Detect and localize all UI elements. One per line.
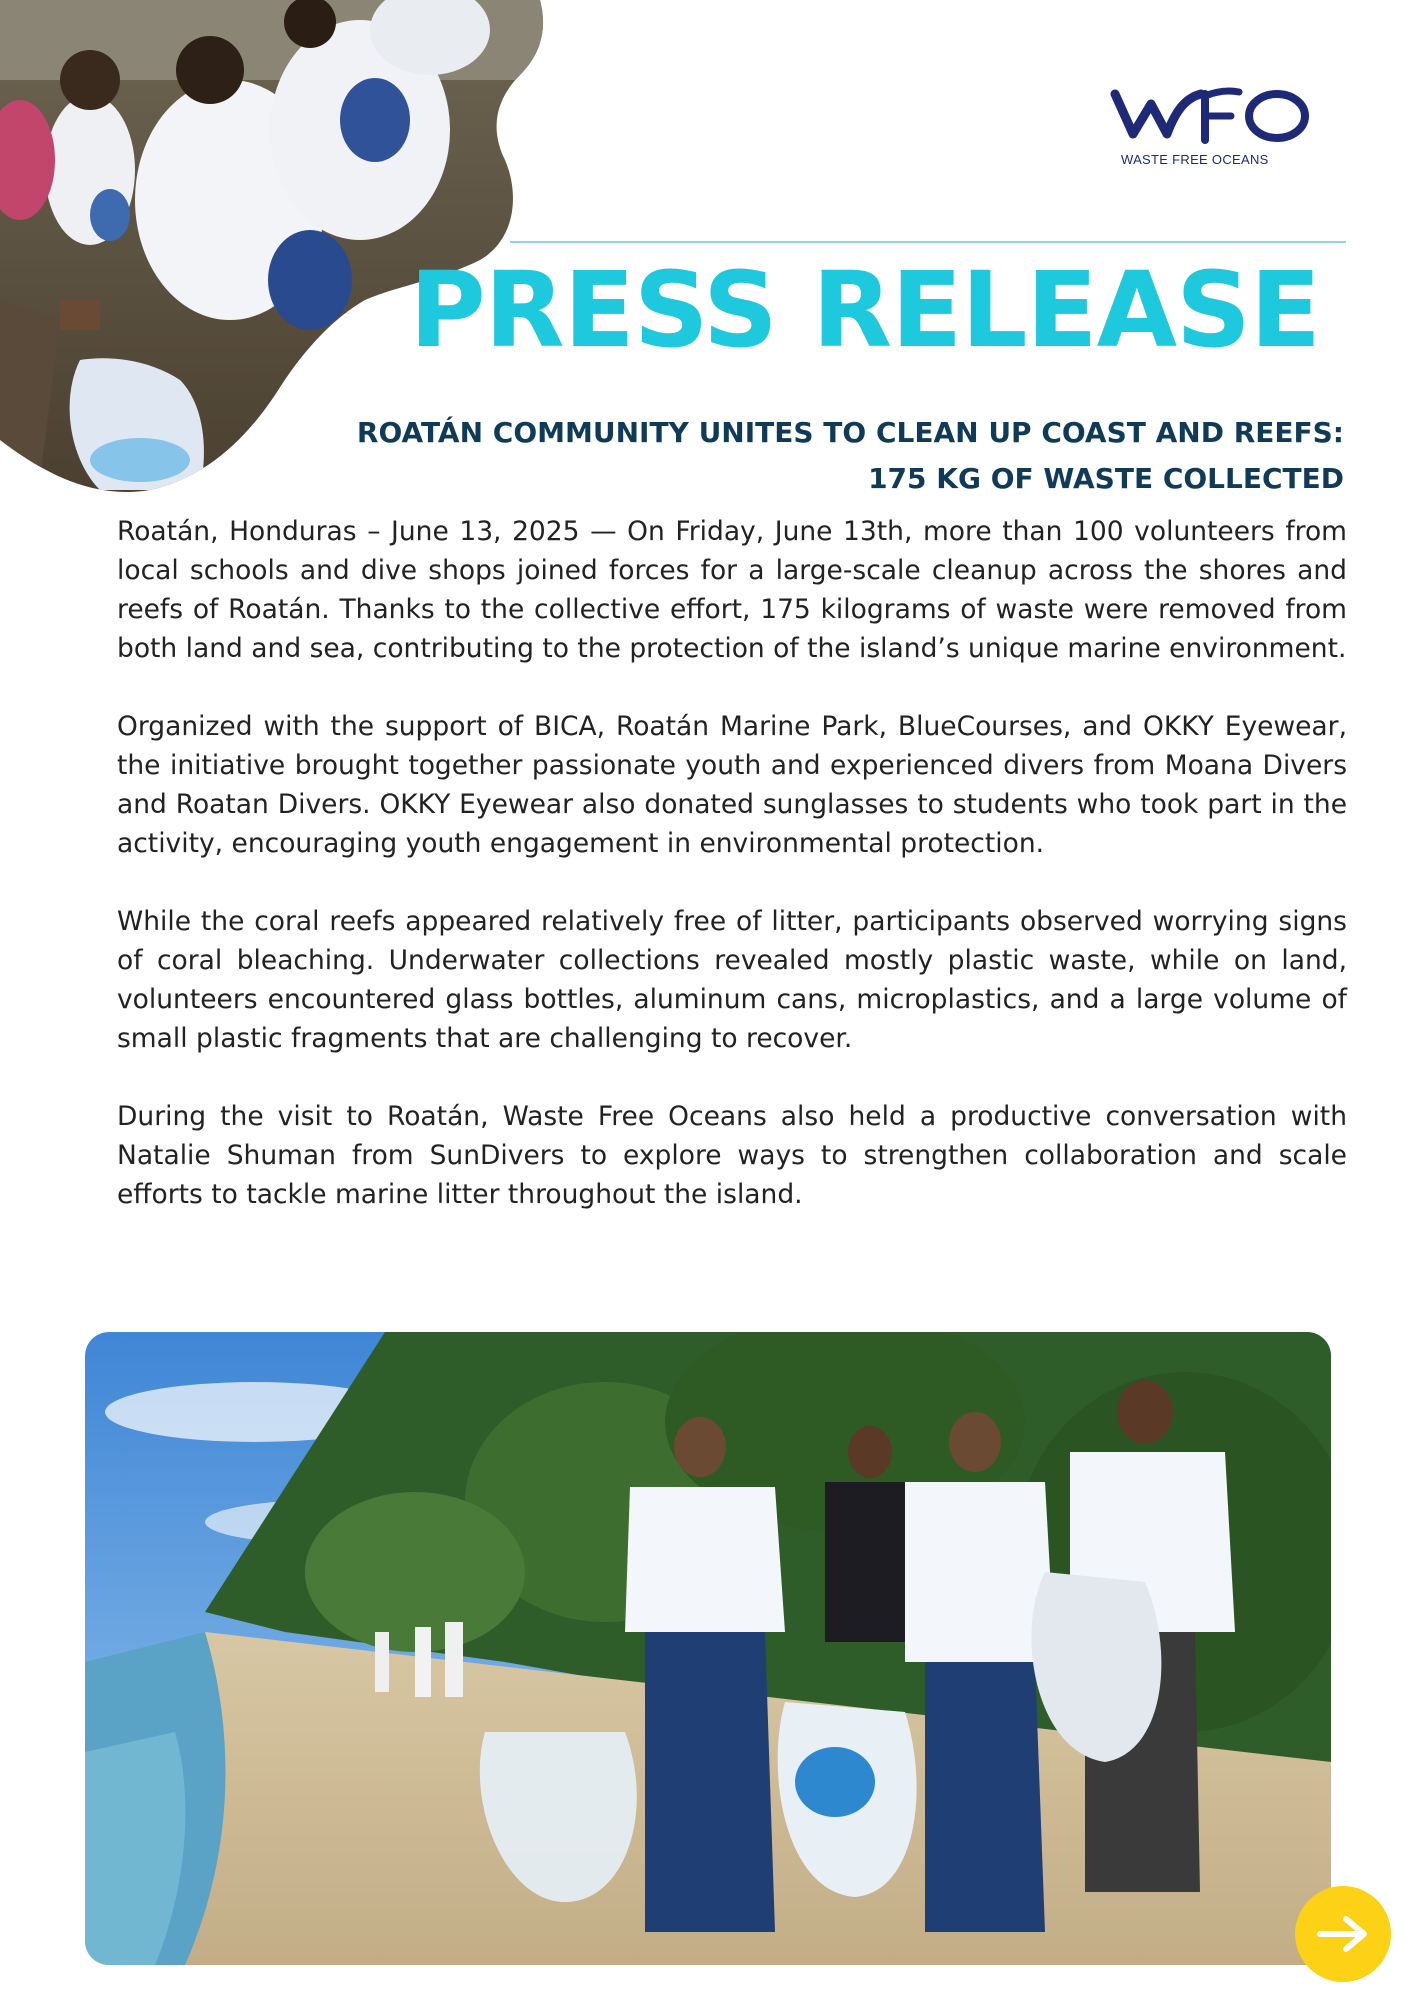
next-page-button[interactable] [1295,1886,1391,1982]
paragraph: Organized with the support of BICA, Roatán Marine Park, BlueCourses, and OKKY Eyewear, the initiative brought together passionate youth and experienced divers from Moana Divers and Roatan Divers. OKKY Eyewear also donated sunglasses to students who took part in the activity, encouraging youth engagement in environmental protection. [117,711,1347,859]
paragraph: During the visit to Roatán, Waste Free Oceans also held a productive conversation with Natalie Shuman from SunDivers to explore ways to strengthen collaboration and scale efforts to tackle marine litter throughout the island. [117,1101,1347,1210]
press-headline [357,410,1344,502]
page-title: PRESS RELEASE [409,249,1320,371]
headline-line-1: ROATÁN COMMUNITY UNITES TO CLEAN UP COAST AND REEFS: [356,416,1344,449]
wfo-logo [1105,82,1315,172]
title-divider [510,241,1346,243]
beach-cleanup-photo [85,1332,1331,1965]
paragraph: While the coral reefs appeared relatively free of litter, participants observed worrying signs of coral bleaching. Underwater collections revealed mostly plastic waste, while on land, volunteers encountered glass bottles, aluminum cans, microplastics, and a large volume of small plastic fragments that are challenging to recover. [117,906,1347,1054]
logo-tagline: WASTE FREE OCEANS [1121,152,1269,167]
paragraph: Roatán, Honduras – June 13, 2025 — On Friday, June 13th, more than 100 volunteers from local schools and dive shops joined forces for a large-scale cleanup across the shores and reefs of Roatán. Thanks to the collective effort, 175 kilograms of waste were removed from both land and sea, contributing to the protection of the island’s unique marine environment. [117,516,1347,664]
wfo-logo-mark [1105,82,1315,152]
arrow-right-icon [1316,1914,1370,1954]
headline-line-2: 175 KG OF WASTE COLLECTED [868,462,1344,495]
article-body [117,512,1347,1253]
